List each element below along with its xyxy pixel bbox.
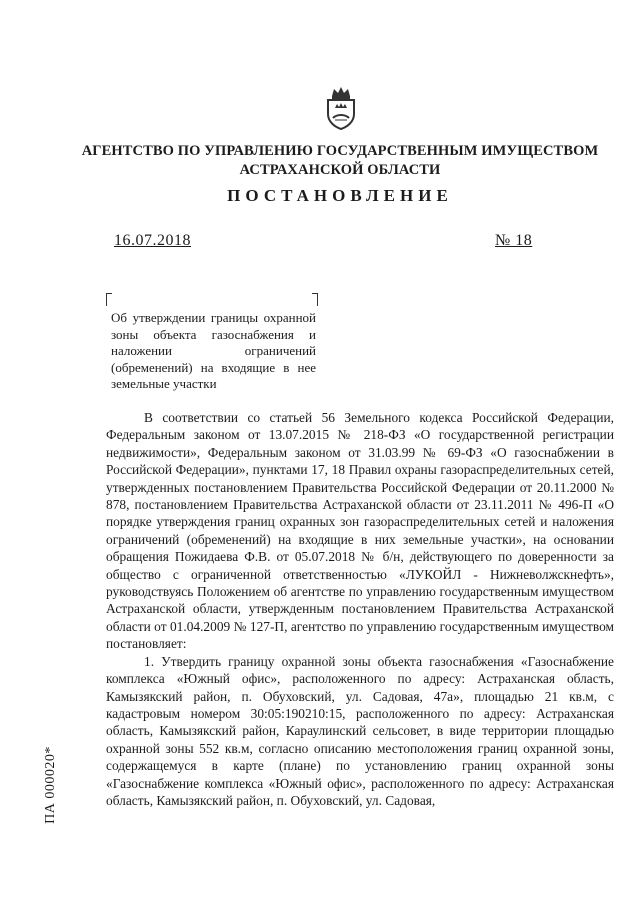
- side-stamp: [40, 705, 62, 865]
- subject-bracket-left: [106, 293, 112, 306]
- document-type-title: ПОСТАНОВЛЕНИЕ: [227, 186, 453, 205]
- side-stamp-text: ПА 000020*: [43, 746, 58, 824]
- agency-name-line2: АСТРАХАНСКОЙ ОБЛАСТИ: [239, 162, 441, 178]
- document-body: [106, 409, 614, 809]
- agency-name: [60, 142, 620, 180]
- document-subject: Об утверждении границы охранной зоны объекта газоснабжения и наложении ограничений (обременений) на входящие в нее земельные участки: [111, 310, 316, 391]
- agency-name-line1: АГЕНТСТВО ПО УПРАВЛЕНИЮ ГОСУДАРСТВЕННЫМ ИМУЩЕСТВОМ: [81, 143, 599, 159]
- document-number: № 18: [495, 232, 533, 249]
- body-paragraph-item-1: 1. Утвердить границу охранной зоны объекта газоснабжения «Газоснабжение комплекса «Южный офис», расположенного по адресу: Астраханская область, Камызякский район, п. Обуховский, ул. Садовая, 47а», площадью 21 кв.м, с кадастровым номером 30:05:190210:15, расположенного по адресу: Астраханская область, Камызякский район, Караулинский сельсовет, в виде территории площадью охранной зоны 552 кв.м, согласно описанию местоположения границ охранной зоны, содержащемуся в карте (плане) по установлению границ охранной зоны «Газоснабжение комплекса «Южный офис», расположенного по адресу: Астраханская область, Камызякский район, п. Обуховский, ул. Садовая,: [106, 653, 614, 808]
- coat-of-arms-icon: [323, 84, 359, 130]
- document-date: 16.07.2018: [114, 232, 191, 249]
- subject-bracket-right: [312, 293, 318, 306]
- body-paragraph-preamble: В соответствии со статьей 56 Земельного кодекса Российской Федерации, Федеральным законом от 13.07.2015 № 218-ФЗ «О государственной регистрации недвижимости», Федеральным законом от 31.03.99 № 69-ФЗ «О газоснабжении в Российской Федерации», пунктами 17, 18 Правил охраны газораспределительных сетей, утвержденных постановлением Правительства Российской Федерации от 20.11.2000 № 878, постановлением Правительства Астраханской области от 23.11.2011 № 496-П «О порядке утверждения границ охранных зон газораспределительных сетей и наложения ограничений (обременений) на входящие в них земельные участки», на основании обращения Пожидаева Ф.В. от 05.07.2018 № б/н, действующего по доверенности за общество с ограниченной ответственностью «ЛУКОЙЛ - Нижневолжскнефть», руководствуясь Положением об агентстве по управлению государственным имуществом Астраханской области, утвержденным постановлением Правительства Астраханской области от 01.04.2009 № 127-П, агентство по управлению государственным имуществом постановляет:: [106, 410, 614, 652]
